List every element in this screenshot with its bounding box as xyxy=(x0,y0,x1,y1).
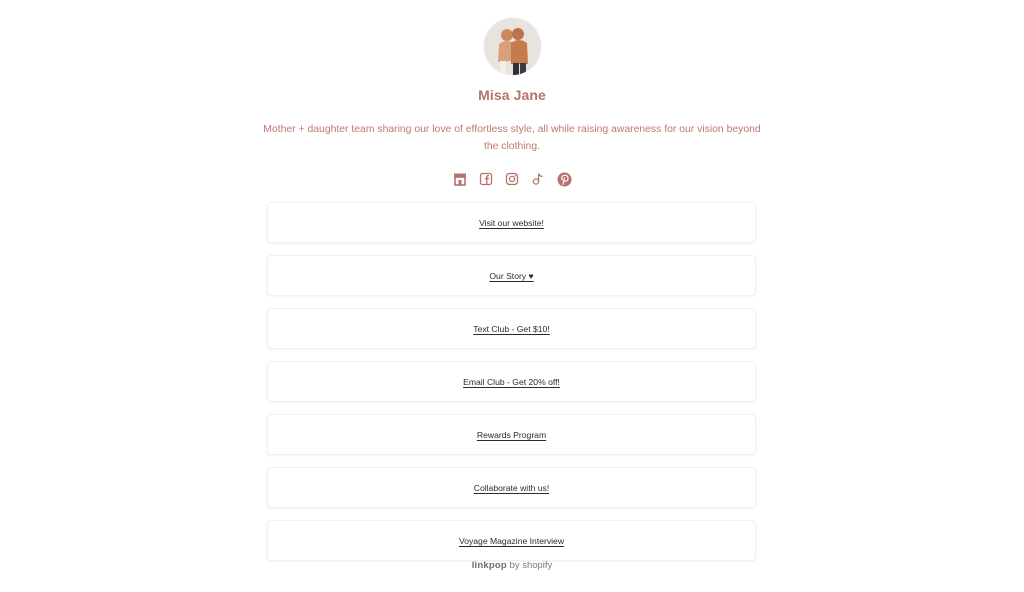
link-our-story[interactable] xyxy=(267,255,756,296)
tiktok-icon[interactable] xyxy=(530,170,546,188)
profile-bio: Mother + daughter team sharing our love of effortless style, all while raising awareness for our vision beyond the clothing. xyxy=(263,124,761,152)
link-collaborate[interactable] xyxy=(267,467,756,508)
link-label[interactable]: Voyage Magazine Interview xyxy=(458,535,565,546)
footer-suffix: by shopify xyxy=(509,560,553,571)
link-rewards-program[interactable] xyxy=(267,414,756,455)
instagram-icon[interactable] xyxy=(504,170,520,188)
link-label[interactable]: Rewards Program xyxy=(476,429,547,440)
avatar xyxy=(484,18,541,75)
footer xyxy=(0,560,1024,571)
linkpop-logo[interactable]: linkpop xyxy=(471,560,507,571)
link-label[interactable]: Email Club - Get 20% off! xyxy=(463,376,560,387)
profile-name: Misa Jane xyxy=(478,87,546,103)
link-visit-website[interactable] xyxy=(267,202,756,243)
link-voyage-magazine[interactable] xyxy=(267,520,756,561)
link-text-club[interactable] xyxy=(267,308,756,349)
facebook-icon[interactable] xyxy=(478,170,494,188)
link-label[interactable]: Visit our website! xyxy=(479,217,544,228)
link-list xyxy=(267,202,756,573)
link-email-club[interactable] xyxy=(267,361,756,402)
social-icons-row xyxy=(0,170,1024,188)
storefront-icon[interactable] xyxy=(452,170,468,188)
pinterest-icon[interactable] xyxy=(556,170,572,188)
link-label[interactable]: Collaborate with us! xyxy=(473,482,550,493)
link-label[interactable]: Text Club - Get $10! xyxy=(473,323,550,334)
link-label[interactable]: Our Story ♥ xyxy=(489,270,534,281)
